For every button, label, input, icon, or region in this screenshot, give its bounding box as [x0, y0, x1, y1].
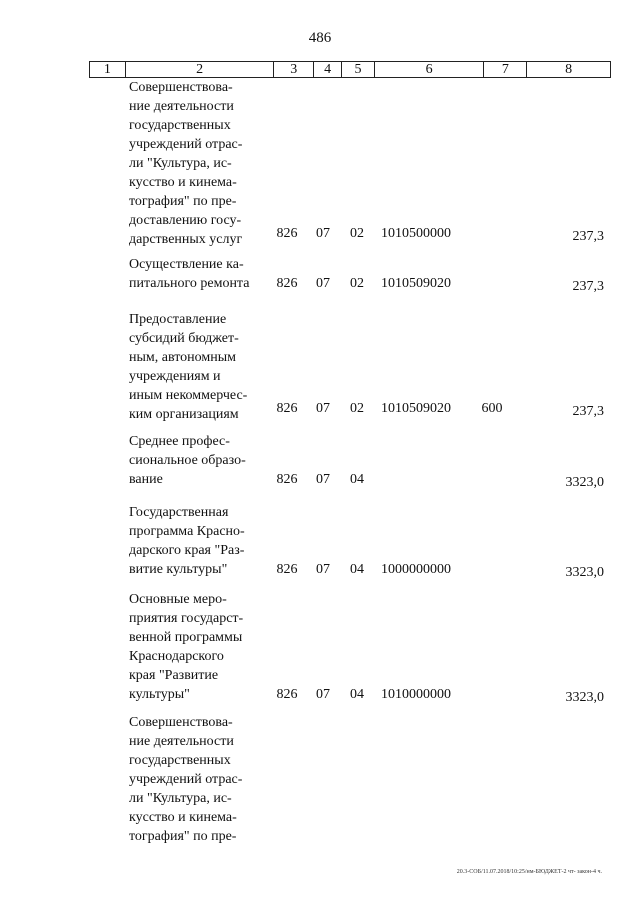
table-row	[0, 590, 640, 704]
table-row	[0, 503, 640, 579]
row-col-5: 04	[350, 562, 364, 577]
row-col-3: 826	[276, 401, 298, 416]
row-col-6: 1010500000	[381, 226, 451, 241]
row-col-4: 07	[316, 276, 330, 291]
footer-stamp: 20.3-СОБ/11.07.2018/10:25/нм-БЮДЖЕТ-2 чт- закон-4 ч.	[456, 869, 602, 875]
row-col-8: 3323,0	[565, 690, 604, 705]
row-col-7: 600	[481, 401, 503, 416]
table-header	[89, 61, 611, 78]
header-col-2: 2	[126, 62, 274, 77]
table-row	[0, 432, 640, 489]
row-col-3: 826	[276, 276, 298, 291]
row-col-6: 1010000000	[381, 687, 451, 702]
header-col-6: 6	[375, 62, 485, 77]
table-row	[0, 713, 640, 848]
row-description: Основные меро- приятия государст- венной программы Краснодарского края "Развитие культуры"	[129, 592, 244, 702]
row-col-6: 1010509020	[381, 276, 451, 291]
row-col-8: 237,3	[572, 229, 604, 244]
row-col-5: 02	[350, 226, 364, 241]
header-col-7: 7	[484, 62, 527, 77]
row-col-3: 826	[276, 472, 298, 487]
header-col-8: 8	[565, 62, 573, 77]
row-description: Совершенствова- ние деятельности государственных учреждений отрас- ли "Культура, ис- кусство и кинема- тография" по пре- доставлению госу- дарственных услуг	[129, 80, 243, 247]
page-number: 486	[308, 30, 332, 46]
row-col-3: 826	[276, 226, 298, 241]
row-col-5: 04	[350, 687, 364, 702]
row-col-3: 826	[276, 562, 298, 577]
row-description: Осуществление ка- питального ремонта	[129, 257, 250, 291]
row-col-4: 07	[316, 472, 330, 487]
row-col-8: 3323,0	[565, 475, 604, 490]
row-description: Среднее профес- сиональное образо- вание	[129, 434, 246, 487]
row-col-5: 02	[350, 276, 364, 291]
row-col-6: 1010509020	[381, 401, 451, 416]
table-row	[0, 255, 640, 293]
row-col-4: 07	[316, 226, 330, 241]
row-col-8: 237,3	[572, 279, 604, 294]
row-col-8: 3323,0	[565, 565, 604, 580]
header-col-1: 1	[90, 62, 126, 77]
row-description: Совершенствова- ние деятельности государственных учреждений отрас- ли "Культура, ис- кусство и кинема- тография" по пре-	[129, 715, 243, 844]
table-row	[0, 310, 640, 422]
header-col-3: 3	[274, 62, 314, 77]
row-col-6: 1000000000	[381, 562, 451, 577]
row-col-3: 826	[276, 687, 298, 702]
row-description: Государственная программа Красно- дарского края "Раз- витие культуры"	[129, 505, 245, 577]
header-col-5: 5	[342, 62, 375, 77]
row-description: Предоставление субсидий бюджет- ным, автономным учреждениям и иным некоммерчес- ким организациям	[129, 312, 248, 422]
row-col-8: 237,3	[572, 404, 604, 419]
row-col-5: 04	[350, 472, 364, 487]
table-row	[0, 78, 640, 247]
header-col-4: 4	[314, 62, 342, 77]
row-col-4: 07	[316, 401, 330, 416]
row-col-4: 07	[316, 562, 330, 577]
row-col-4: 07	[316, 687, 330, 702]
row-col-5: 02	[350, 401, 364, 416]
